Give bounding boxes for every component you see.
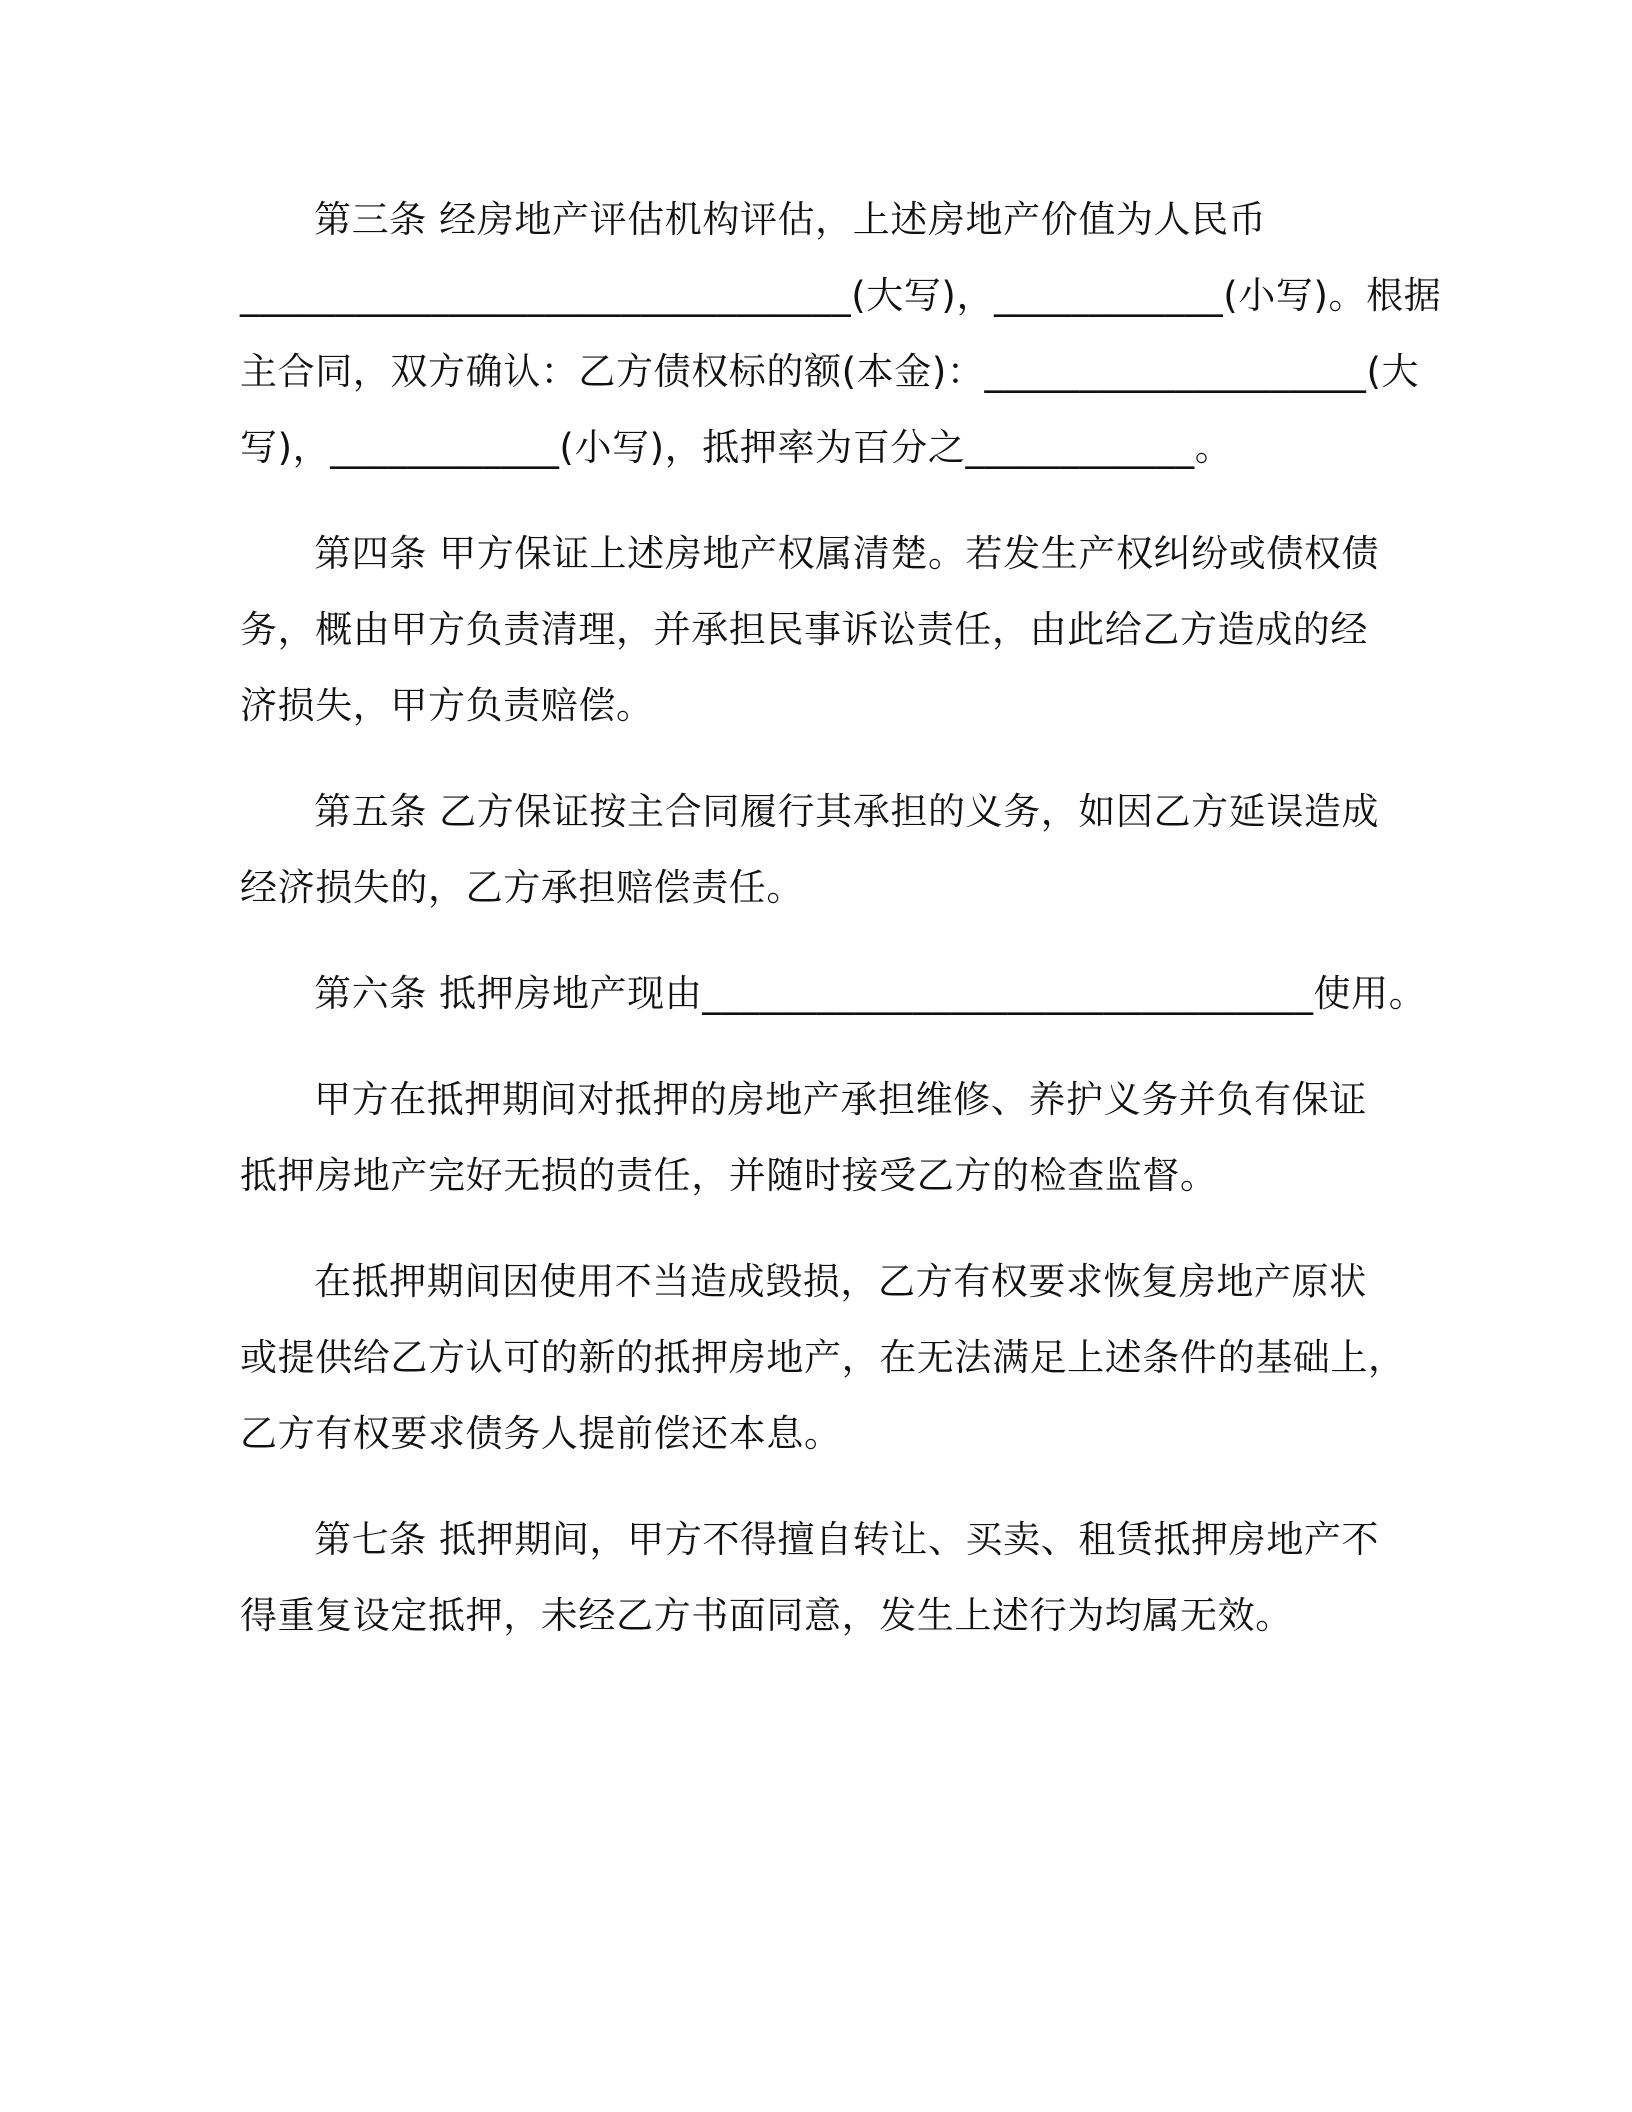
article-3-line-3: 主合同，双方确认：乙方债权标的额(本金)：____________________(大 bbox=[240, 350, 1420, 393]
article-4-line-3: 济损失，甲方负责赔偿。 bbox=[240, 684, 654, 727]
damage-paragraph-line-2: 或提供给乙方认可的新的抵押房地产，在无法满足上述条件的基础上， bbox=[240, 1336, 1406, 1379]
article-5-line-1: 第五条 乙方保证按主合同履行其承担的义务，如因乙方延误造成 bbox=[314, 790, 1380, 833]
maintenance-paragraph-line-2: 抵押房地产完好无损的责任，并随时接受乙方的检查监督。 bbox=[240, 1154, 1218, 1197]
article-7-line-2: 得重复设定抵押，未经乙方书面同意，发生上述行为均属无效。 bbox=[240, 1594, 1293, 1637]
article-6-line-1: 第六条 抵押房地产现由________________________________使用。 bbox=[314, 972, 1427, 1015]
article-3-line-1: 第三条 经房地产评估机构评估，上述房地产价值为人民币 bbox=[314, 198, 1267, 241]
article-3-line-2: ________________________________(大写)，____________(小写)。根据 bbox=[240, 274, 1442, 317]
article-5-line-2: 经济损失的，乙方承担赔偿责任。 bbox=[240, 866, 804, 909]
article-4-line-1: 第四条 甲方保证上述房地产权属清楚。若发生产权纠纷或债权债 bbox=[314, 532, 1380, 575]
damage-paragraph-line-3: 乙方有权要求债务人提前偿还本息。 bbox=[240, 1412, 842, 1455]
maintenance-paragraph-line-1: 甲方在抵押期间对抵押的房地产承担维修、养护义务并负有保证 bbox=[314, 1078, 1367, 1121]
article-4-line-2: 务，概由甲方负责清理，并承担民事诉讼责任，由此给乙方造成的经 bbox=[240, 608, 1368, 651]
article-3-line-4: 写)，____________(小写)，抵押率为百分之____________。 bbox=[240, 426, 1233, 469]
article-7-line-1: 第七条 抵押期间，甲方不得擅自转让、买卖、租赁抵押房地产不 bbox=[314, 1518, 1380, 1561]
damage-paragraph-line-1: 在抵押期间因使用不当造成毁损，乙方有权要求恢复房地产原状 bbox=[314, 1260, 1367, 1303]
